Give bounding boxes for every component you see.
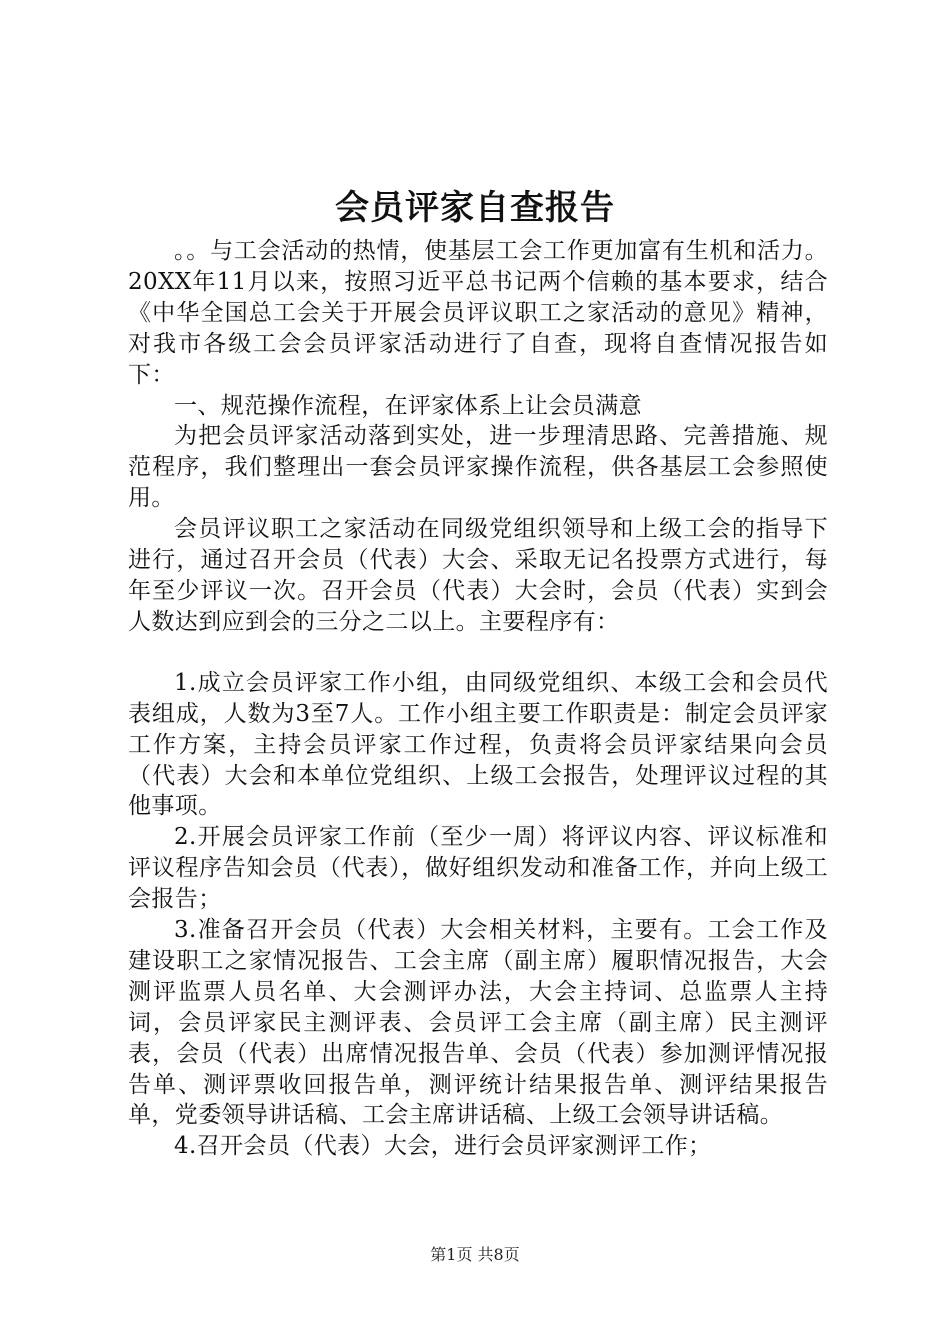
document-body	[128, 236, 828, 1162]
list-item-step-3: 3.准备召开会员（代表）大会相关材料，主要有。工会工作及建设职工之家情况报告、工会主席（副主席）履职情况报告，大会测评监票人员名单、大会测评办法，大会主持词、总监票人主持词，会员评家民主测评表、会员评工会主席（副主席）民主测评表，会员（代表）出席情况报告单、会员（代表）参加测评情况报告单、测评票收回报告单，测评统计结果报告单、测评结果报告单，党委领导讲话稿、工会主席讲话稿、上级工会领导讲话稿。	[128, 917, 828, 1129]
paragraph-procedure-overview: 会员评议职工之家活动在同级党组织领导和上级工会的指导下进行，通过召开会员（代表）大会、采取无记名投票方式进行，每年至少评议一次。召开会员（代表）大会时，会员（代表）实到会人数达到应到会的三分之二以上。主要程序有：	[128, 516, 828, 635]
section-heading-1: 一、规范操作流程，在评家体系上让会员满意	[174, 392, 642, 419]
paragraph-workflow: 为把会员评家活动落到实处，进一步理清思路、完善措施、规范程序，我们整理出一套会员评家操作流程，供各基层工会参照使用。	[128, 423, 828, 512]
list-item-step-1: 1.成立会员评家工作小组，由同级党组织、本级工会和会员代表组成，人数为3至7人。工作小组主要工作职责是：制定会员评家工作方案，主持会员评家工作过程，负责将会员评家结果向会员（代表）大会和本单位党组织、上级工会报告，处理评议过程的其他事项。	[128, 669, 828, 820]
list-item-step-4: 4.召开会员（代表）大会，进行会员评家测评工作；	[174, 1133, 712, 1160]
document-title: 会员评家自查报告	[335, 188, 615, 228]
list-item-step-2: 2.开展会员评家工作前（至少一周）将评议内容、评议标准和评议程序告知会员（代表），做好组织发动和准备工作，并向上级工会报告；	[128, 824, 828, 913]
paragraph-intro: 。。与工会活动的热情，使基层工会工作更加富有生机和活力。20XX年11月以来，按照习近平总书记两个信赖的基本要求，结合《中华全国总工会关于开展会员评议职工之家活动的意见》精神，对我市各级工会会员评家活动进行了自查，现将自查情况报告如下：	[128, 238, 828, 388]
page-number-footer: 第1页 共8页	[430, 1245, 520, 1264]
